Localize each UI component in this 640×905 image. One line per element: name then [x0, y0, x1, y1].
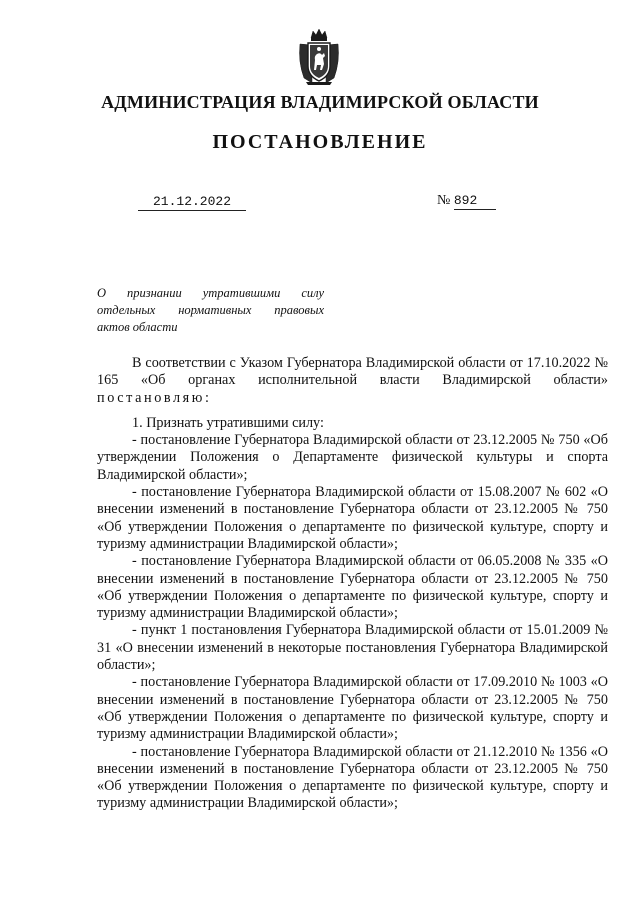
document-type: ПОСТАНОВЛЕНИЕ — [212, 131, 428, 153]
subject-line: отдельных нормативных правовых — [97, 303, 324, 317]
act-paragraph: - постановление Губернатора Владимирской области от 15.08.2007 № 602 «О внесении изменений в постановление Губернатора области от 23.12.2005 № 750 «Об утверждении Положения о департаменте по физической культуре, спорту и туризму администрации Владимирской области»; — [97, 484, 608, 552]
coat-of-arms-icon — [294, 28, 344, 86]
act-paragraph: - постановление Губернатора Владимирской области от 06.05.2008 № 335 «О внесении изменений в постановление Губернатора области от 23.12.2005 № 750 «Об утверждении Положения о департаменте по физической культуре, спорту и туризму администрации Владимирской области»; — [97, 553, 608, 622]
subject-line: актов области — [97, 320, 178, 334]
act-paragraph: - постановление Губернатора Владимирской области от 23.12.2005 № 750 «Об утверждении Положения о Департаменте физической культуры и спорта Владимирской области»; — [97, 432, 608, 483]
preamble-paragraph — [97, 355, 608, 407]
document-body — [97, 350, 608, 813]
act-paragraph: - постановление Губернатора Владимирской области от 21.12.2010 № 1356 «О внесении изменений в постановление Губернатора области от 23.12.2005 № 750 «Об утверждении Положения о департаменте по физической культуре, спорту и туризму администрации Владимирской области»; — [97, 743, 608, 812]
number-label: № — [437, 193, 451, 208]
document-subject — [97, 285, 324, 336]
item-heading: 1. Признать утратившими силу: — [132, 414, 324, 431]
number-value: 892 — [454, 193, 496, 210]
organization-name: АДМИНИСТРАЦИЯ ВЛАДИМИРСКОЙ ОБЛАСТИ — [101, 92, 539, 112]
document-date: 21.12.2022 — [138, 194, 246, 211]
document-number — [437, 193, 496, 210]
subject-line: О признании утратившими силу — [97, 286, 324, 300]
decree-word: постановляю: — [97, 389, 212, 406]
preamble-text: В соответствии с Указом Губернатора Владимирской области от 17.10.2022 № 165 «Об органах исполнительной власти Владимирской области» — [97, 355, 608, 389]
act-paragraph: - пункт 1 постановления Губернатора Владимирской области от 15.01.2009 № 31 «О внесении изменений в некоторые постановления Губернатора Владимирской области»; — [97, 622, 608, 674]
act-paragraph: - постановление Губернатора Владимирской области от 17.09.2010 № 1003 «О внесении изменений в постановление Губернатора области от 23.12.2005 № 750 «Об утверждении Положения о департаменте по физической культуре, спорту и туризму администрации Владимирской области»; — [97, 674, 608, 743]
